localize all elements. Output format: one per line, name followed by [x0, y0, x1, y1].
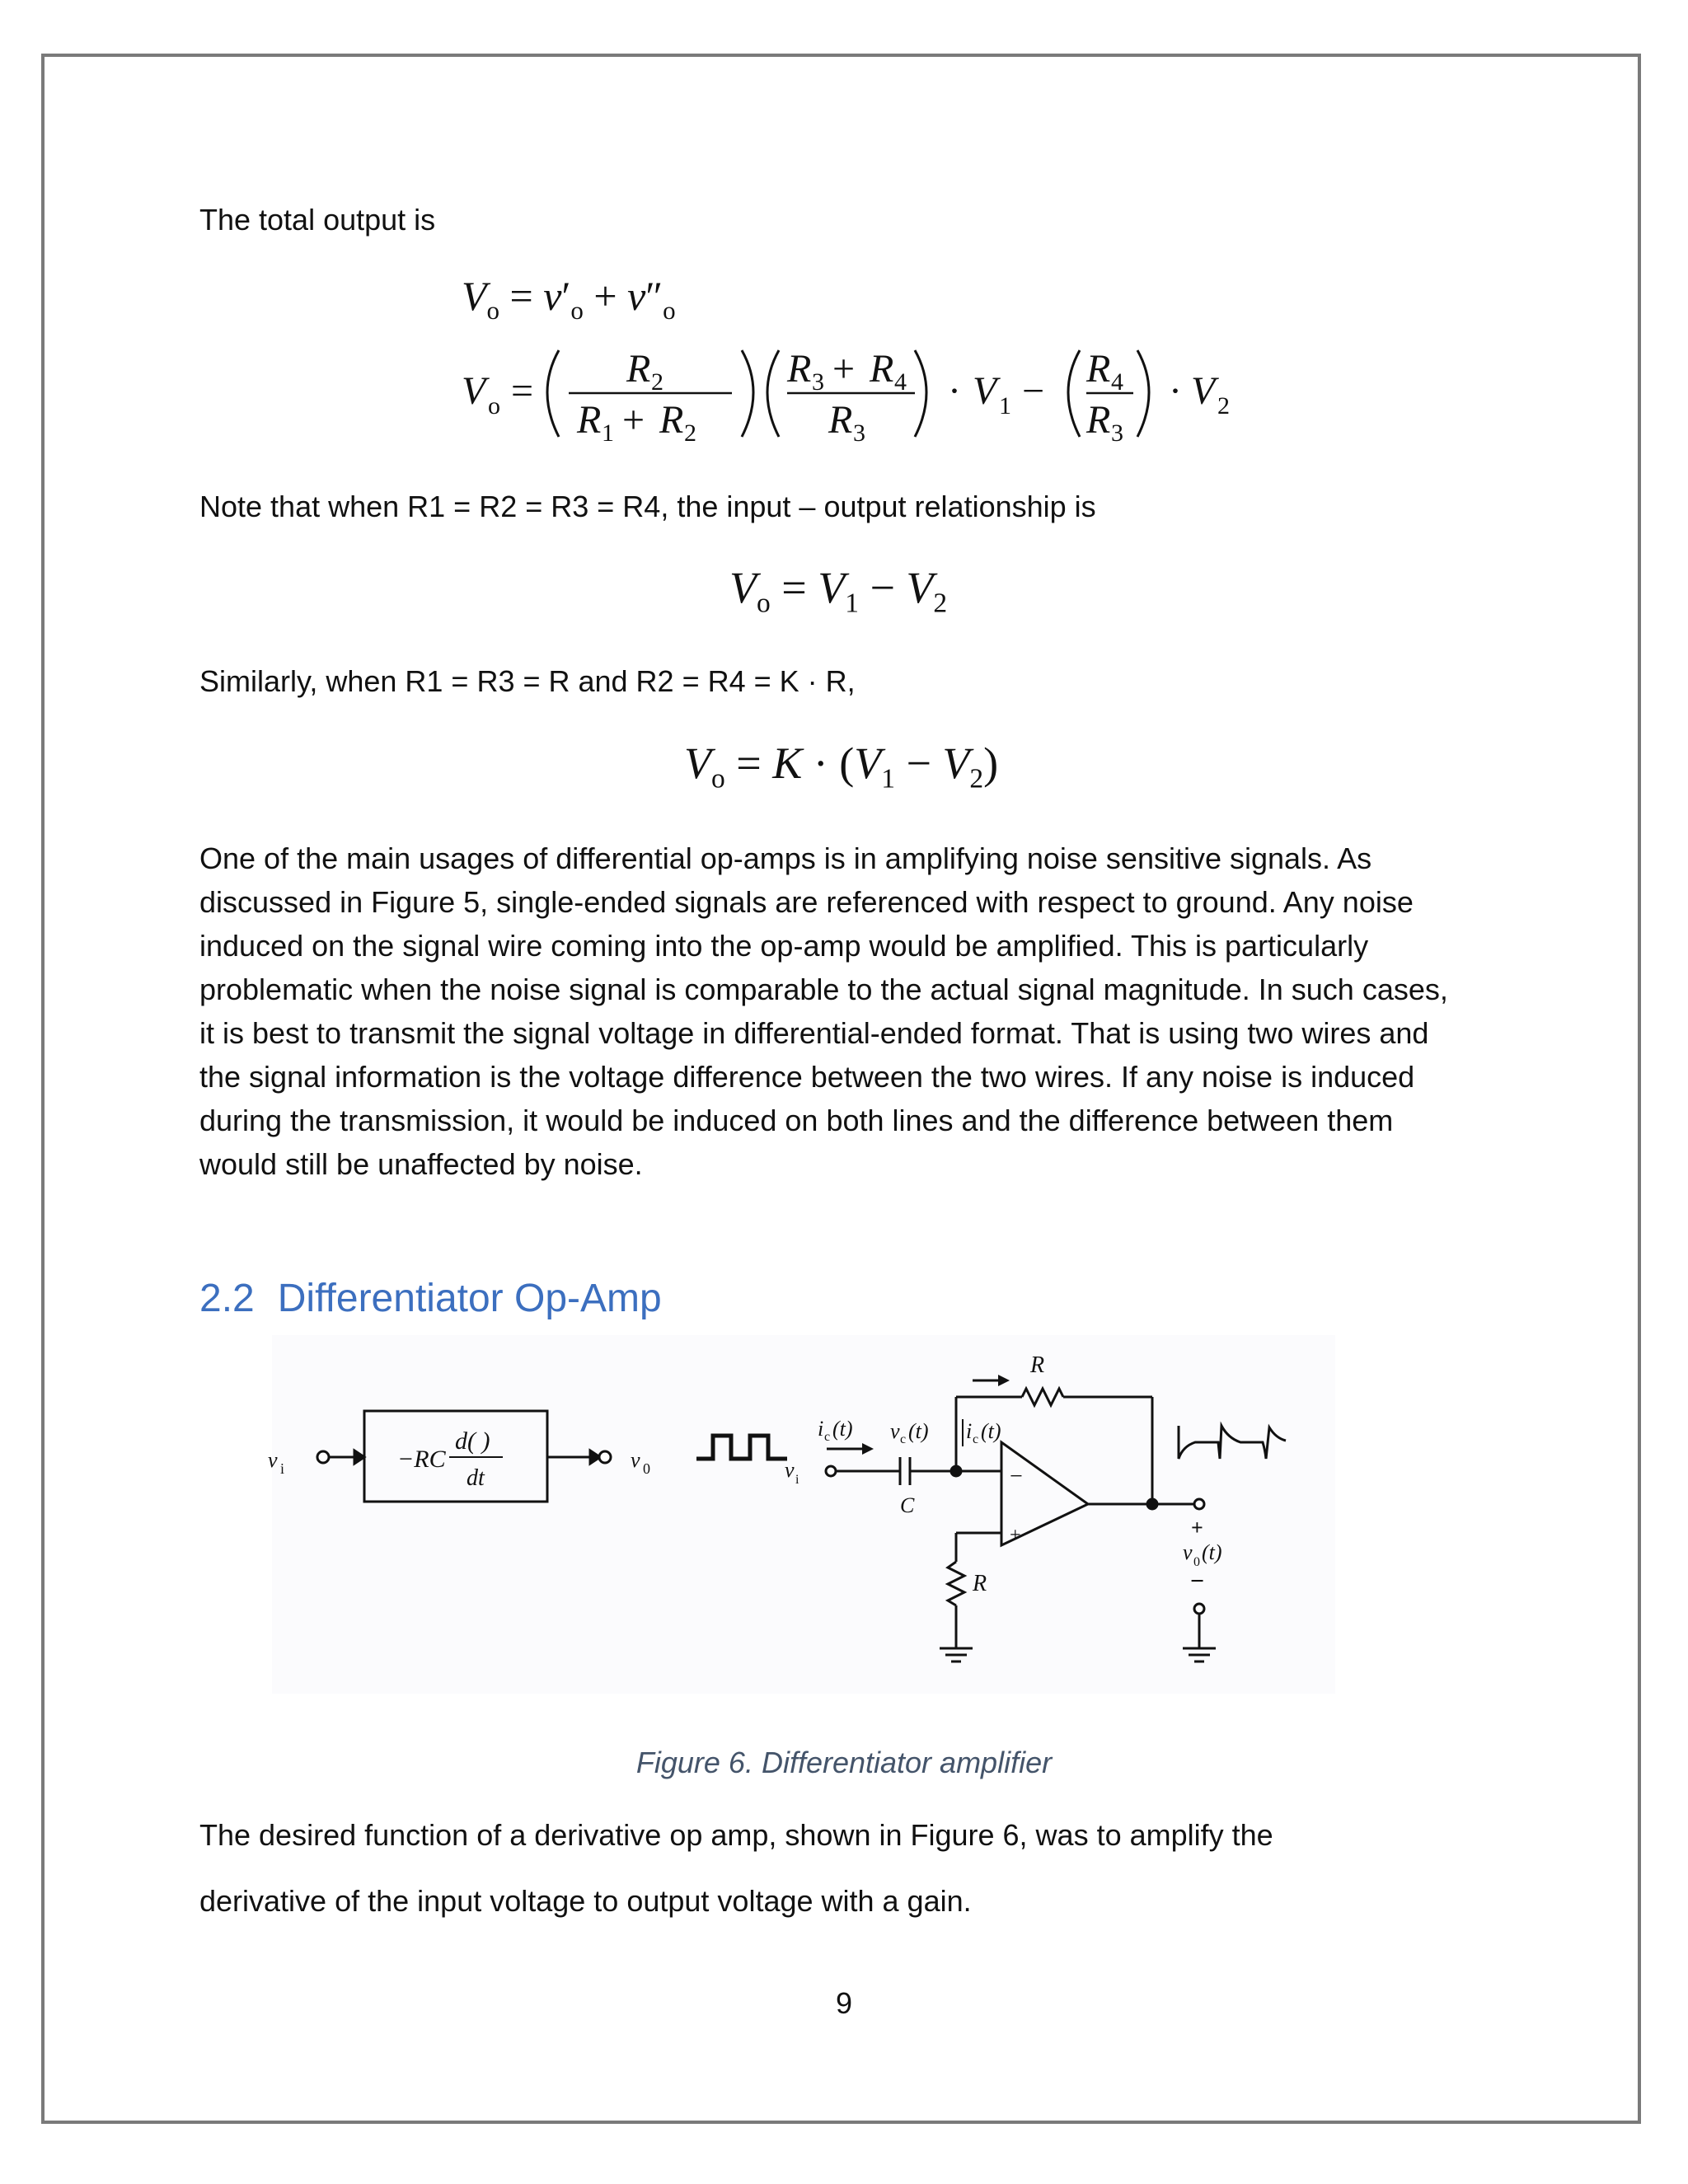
equation-total-output: $V_o = v'_o + v''_o$	[462, 273, 676, 325]
noninverting-input-sign: +	[1010, 1525, 1021, 1546]
differentiator-figure	[264, 1343, 1335, 1690]
svg-text:R: R	[626, 347, 651, 391]
block-gain: −RC	[397, 1446, 446, 1473]
paragraph-line: would still be unaffected by noise.	[199, 1147, 643, 1181]
vc-sub: c	[900, 1432, 907, 1446]
block-output-sub: 0	[643, 1460, 650, 1477]
svg-text:3: 3	[1111, 419, 1123, 447]
paragraph-line: during the transmission, it would be induced on both lines and the difference between them	[199, 1104, 1394, 1137]
block-denominator: dt	[467, 1465, 485, 1491]
capacitor-label: C	[900, 1493, 915, 1517]
noise-paragraph	[199, 837, 1485, 1186]
ic-sub-left: c	[824, 1430, 831, 1444]
vo-sub: 0	[1193, 1555, 1200, 1569]
output-plus-sign: +	[1191, 1516, 1203, 1540]
svg-text:3: 3	[812, 368, 824, 396]
block-output-label: v	[631, 1448, 640, 1472]
similarly-text: Similarly, when R1 = R3 = R and R2 = R4 = K · R,	[199, 664, 856, 698]
svg-text:R: R	[659, 398, 684, 442]
block-numerator: d( )	[455, 1427, 490, 1455]
svg-text:R: R	[870, 347, 894, 391]
square-wave-icon	[696, 1436, 787, 1459]
section-title: Differentiator Op-Amp	[277, 1277, 662, 1320]
svg-text:R: R	[828, 398, 853, 442]
svg-text:=: =	[511, 369, 534, 413]
closing-line-2: derivative of the input voltage to output voltage with a gain.	[199, 1884, 972, 1918]
svg-text:2: 2	[684, 419, 696, 447]
figure-caption: Figure 6. Differentiator amplifier	[635, 1746, 1053, 1779]
closing-line-1: The desired function of a derivative op amp, shown in Figure 6, was to amplify the	[199, 1818, 1273, 1852]
equation-unity: $V_o = V_1 - V_2$	[729, 563, 948, 619]
ic-label-left: i	[818, 1417, 824, 1441]
block-input-sub: i	[280, 1460, 285, 1477]
block-diagram	[317, 1411, 611, 1502]
svg-text:4: 4	[894, 368, 907, 396]
vo-t: (t)	[1202, 1540, 1222, 1564]
ic-t-right: (t)	[981, 1419, 1001, 1443]
page-number: 9	[835, 1986, 853, 2020]
svg-text:R: R	[787, 347, 812, 391]
vo-label: v	[1183, 1540, 1193, 1564]
section-number: 2.2	[199, 1277, 255, 1320]
paragraph-line: problematic when the noise signal is comparable to the actual signal magnitude. In such cases,	[199, 972, 1448, 1006]
svg-text:R: R	[1086, 398, 1111, 442]
note-text: Note that when R1 = R2 = R3 = R4, the input – output relationship is	[199, 490, 1096, 523]
vc-t: (t)	[908, 1419, 929, 1443]
svg-text:V: V	[462, 369, 486, 413]
inverting-input-sign: −	[1010, 1464, 1023, 1489]
paragraph-line: One of the main usages of differential op-amps is in amplifying noise sensitive signals. As	[199, 841, 1372, 875]
svg-text:·: ·	[948, 369, 961, 413]
vc-label: v	[890, 1419, 900, 1443]
svg-text:−: −	[1022, 369, 1045, 413]
svg-text:R: R	[1086, 347, 1111, 391]
ic-label-right: i	[966, 1419, 973, 1443]
ground-resistor-label: R	[973, 1571, 987, 1596]
paragraph-line: it is best to transmit the signal voltage in differential-ended format. That is using two wires and	[199, 1016, 1429, 1050]
section-heading	[199, 1276, 662, 1321]
paragraph-line: induced on the signal wire coming into the op-amp would be amplified. This is particularly	[199, 929, 1369, 963]
spike-waveform-icon	[1179, 1426, 1286, 1459]
svg-text:3: 3	[853, 419, 865, 447]
equation-gain-k: $V_o = K \cdot (V_1 - V_2)$	[684, 738, 999, 794]
svg-text:4: 4	[1111, 368, 1123, 396]
ic-sub-right: c	[973, 1432, 979, 1446]
equation-vo-expansion	[453, 334, 1245, 449]
vi-sub: i	[795, 1473, 799, 1487]
svg-text:2: 2	[1217, 392, 1230, 419]
svg-text:1: 1	[602, 419, 614, 447]
svg-text:2: 2	[651, 368, 663, 396]
paragraph-line: discussed in Figure 5, single-ended signals are referenced with respect to ground. Any noise	[199, 885, 1414, 919]
feedback-resistor-label: R	[1030, 1352, 1045, 1378]
vi-label: v	[785, 1458, 795, 1482]
svg-text:R: R	[577, 398, 602, 442]
ic-t-left: (t)	[832, 1417, 853, 1441]
output-minus-sign: −	[1190, 1568, 1205, 1595]
svg-text:1: 1	[999, 392, 1011, 419]
svg-text:+: +	[622, 398, 645, 442]
block-input-label: v	[268, 1448, 278, 1472]
intro-text: The total output is	[199, 203, 436, 237]
paragraph-line: the signal information is the voltage difference between the two wires. If any noise is induced	[199, 1060, 1415, 1094]
svg-text:o: o	[488, 392, 500, 419]
svg-text:+: +	[832, 347, 856, 391]
svg-text:V: V	[973, 369, 997, 413]
svg-text:·: ·	[1169, 369, 1182, 413]
svg-text:V: V	[1191, 369, 1216, 413]
